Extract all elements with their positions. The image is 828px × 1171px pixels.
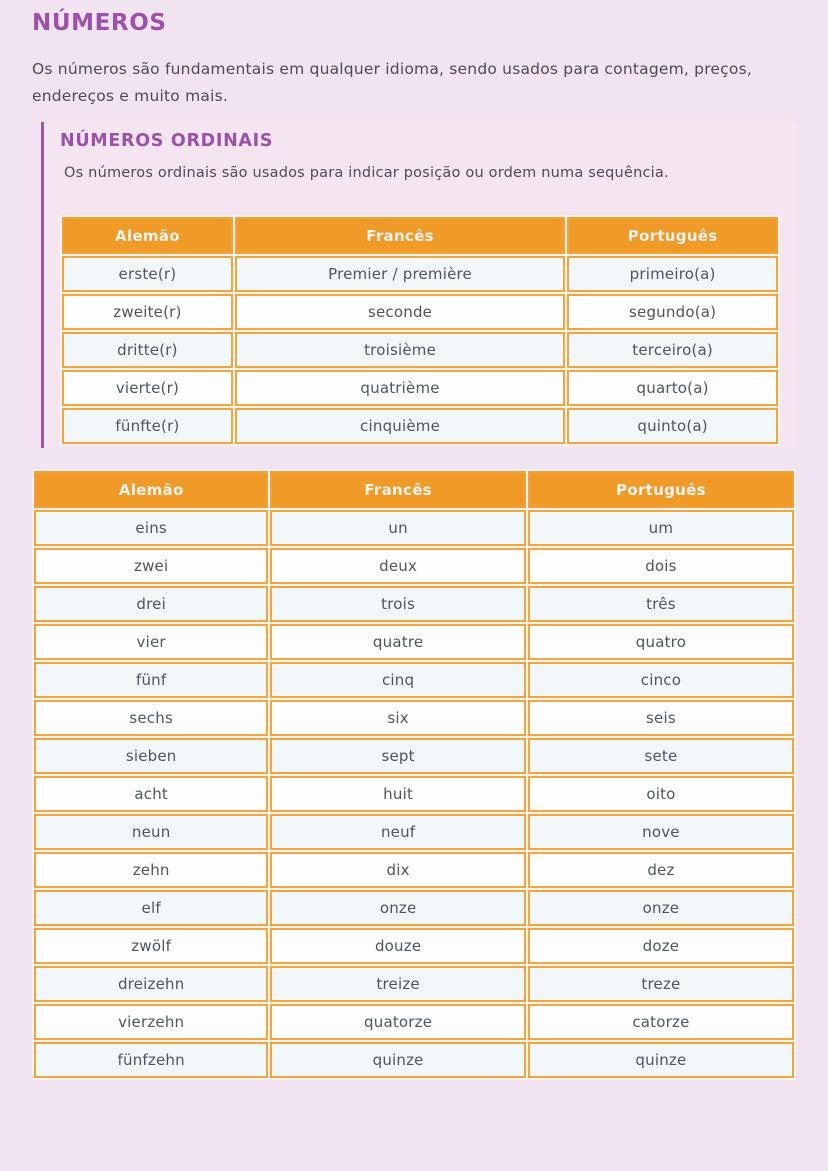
table-cell: primeiro(a) — [567, 256, 778, 292]
table-cell: trois — [270, 586, 526, 622]
table-cell: eins — [34, 510, 268, 546]
table-cell: catorze — [528, 1004, 794, 1040]
table-cell: neun — [34, 814, 268, 850]
table-cell: dix — [270, 852, 526, 888]
table-cell: terceiro(a) — [567, 332, 778, 368]
table-row — [34, 586, 794, 622]
table-cell: sechs — [34, 700, 268, 736]
table-cell: deux — [270, 548, 526, 584]
table-cell: Premier / première — [235, 256, 565, 292]
table-cell: três — [528, 586, 794, 622]
table-cell: quinze — [270, 1042, 526, 1078]
table-cell: dois — [528, 548, 794, 584]
ordinals-heading: NÚMEROS ORDINAIS — [60, 131, 274, 151]
table-cell: acht — [34, 776, 268, 812]
table-cell: zweite(r) — [62, 294, 233, 330]
table-row — [34, 548, 794, 584]
table-cell: vierte(r) — [62, 370, 233, 406]
table-row — [62, 294, 778, 330]
table-cell: quarto(a) — [567, 370, 778, 406]
table-row — [62, 408, 778, 444]
table-cell: segundo(a) — [567, 294, 778, 330]
table-row — [34, 662, 794, 698]
table-cell: quatrième — [235, 370, 565, 406]
cardinal-numbers-table — [32, 469, 796, 1080]
table-cell: cinquième — [235, 408, 565, 444]
table-cell: treize — [270, 966, 526, 1002]
table-row — [34, 966, 794, 1002]
column-header: Alemão — [62, 217, 233, 254]
table-cell: seis — [528, 700, 794, 736]
ordinals-description: Os números ordinais são usados para indicar posição ou ordem numa sequência. — [64, 165, 669, 181]
column-header: Português — [567, 217, 778, 254]
table-cell: fünfzehn — [34, 1042, 268, 1078]
table-cell: um — [528, 510, 794, 546]
table-row — [62, 332, 778, 368]
column-header: Francês — [270, 471, 526, 508]
intro-text: Os números são fundamentais em qualquer idioma, sendo usados para contagem, preços, endereços e muito mais. — [32, 60, 752, 105]
table-cell: zwölf — [34, 928, 268, 964]
column-header: Alemão — [34, 471, 268, 508]
table-row — [34, 928, 794, 964]
column-header: Francês — [235, 217, 565, 254]
table-cell: fünfte(r) — [62, 408, 233, 444]
table-cell: sieben — [34, 738, 268, 774]
table-row — [34, 624, 794, 660]
table-row — [34, 852, 794, 888]
table-cell: quatre — [270, 624, 526, 660]
table-cell: treze — [528, 966, 794, 1002]
table-row — [34, 738, 794, 774]
table-cell: zwei — [34, 548, 268, 584]
table-cell: vierzehn — [34, 1004, 268, 1040]
column-header: Português — [528, 471, 794, 508]
table-cell: erste(r) — [62, 256, 233, 292]
table-cell: sete — [528, 738, 794, 774]
table-cell: fünf — [34, 662, 268, 698]
table-cell: quinze — [528, 1042, 794, 1078]
ordinal-numbers-table — [60, 215, 780, 446]
table-row — [34, 700, 794, 736]
table-row — [34, 1042, 794, 1078]
table-row — [62, 370, 778, 406]
table-cell: onze — [528, 890, 794, 926]
table-cell: dez — [528, 852, 794, 888]
table-cell: dreizehn — [34, 966, 268, 1002]
table-cell: cinco — [528, 662, 794, 698]
table-header-row — [62, 217, 778, 254]
table-row — [62, 256, 778, 292]
table-cell: seconde — [235, 294, 565, 330]
table-row — [34, 1004, 794, 1040]
table-cell: dritte(r) — [62, 332, 233, 368]
table-cell: neuf — [270, 814, 526, 850]
table-cell: nove — [528, 814, 794, 850]
table-row — [34, 814, 794, 850]
table-cell: sept — [270, 738, 526, 774]
table-cell: vier — [34, 624, 268, 660]
table-cell: elf — [34, 890, 268, 926]
table-body — [34, 510, 794, 1078]
table-body — [62, 256, 778, 444]
table-cell: quatorze — [270, 1004, 526, 1040]
table-cell: six — [270, 700, 526, 736]
table-row — [34, 510, 794, 546]
table-cell: cinq — [270, 662, 526, 698]
table-cell: drei — [34, 586, 268, 622]
table-row — [34, 776, 794, 812]
table-cell: zehn — [34, 852, 268, 888]
table-cell: douze — [270, 928, 526, 964]
table-cell: troisième — [235, 332, 565, 368]
table-cell: un — [270, 510, 526, 546]
table-cell: oito — [528, 776, 794, 812]
table-cell: quatro — [528, 624, 794, 660]
table-header-row — [34, 471, 794, 508]
table-cell: onze — [270, 890, 526, 926]
table-cell: doze — [528, 928, 794, 964]
ordinals-section — [41, 122, 796, 448]
table-row — [34, 890, 794, 926]
table-cell: quinto(a) — [567, 408, 778, 444]
page-title: NÚMEROS — [32, 10, 167, 36]
table-cell: huit — [270, 776, 526, 812]
